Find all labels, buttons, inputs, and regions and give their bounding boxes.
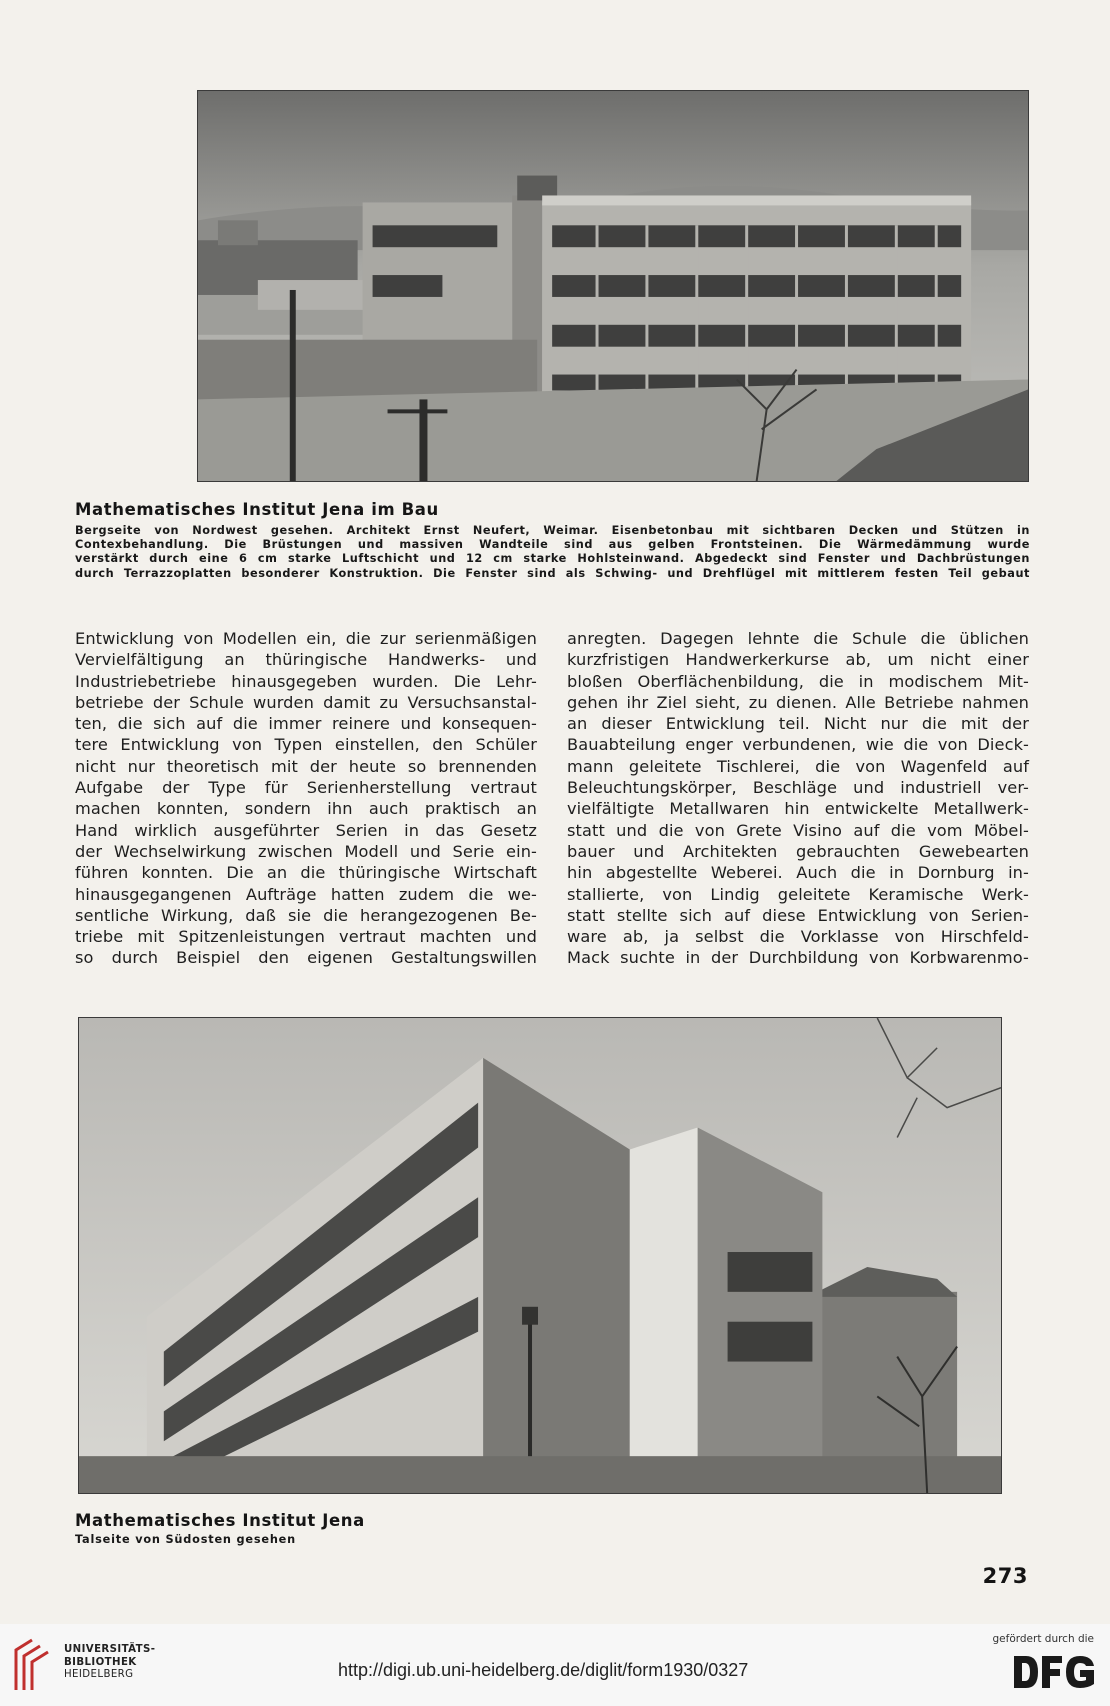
sponsor-label: gefördert durch die: [992, 1633, 1094, 1645]
text-line: statt stellte sich auf diese Entwicklung von Serien-: [567, 905, 1029, 925]
library-name: [64, 1644, 155, 1682]
photo2-caption-title: Mathematisches Institut Jena: [75, 1511, 365, 1530]
text-line: triebe mit Spitzenleistungen vertraut machten und: [75, 927, 537, 947]
text-line: nicht nur theoretisch mit der heute so brennenden: [75, 756, 537, 776]
caption-line: Bergseite von Nordwest gesehen. Architekt Ernst Neufert, Weimar. Eisenbetonbau mit sichtbaren Decken und Stützen in: [75, 524, 1030, 537]
text-line: Vervielfältigung an thüringische Handwerks- und: [75, 650, 537, 670]
library-name-line: UNIVERSITÄTS-: [64, 1644, 156, 1655]
caption-line: durch Terrazzoplatten besonderer Konstruktion. Die Fenster sind als Schwing- und Drehflügel mit mittlerem festen Teil gebaut: [75, 566, 1030, 580]
text-line: Industriebetriebe hinausgegeben wurden. Die Lehr-: [75, 671, 537, 691]
page-number: 273: [982, 1564, 1028, 1588]
caption-line: Contexbehandlung. Die Brüstungen und massiven Wandteile sind aus gelben Frontsteinen. Die Wärmedämmung wurde: [75, 538, 1030, 552]
text-line: sentliche Wirkung, daß sie die herangezogenen Be-: [75, 905, 537, 925]
photo-institute-under-construction: [197, 90, 1029, 482]
text-line: anregten. Dagegen lehnte die Schule die üblichen: [567, 629, 1029, 648]
text-line: bloßen Oberflächenbildung, die in modischem Mit-: [567, 671, 1029, 691]
text-line: der Wechselwirkung zwischen Modell und Serie ein-: [75, 841, 537, 861]
text-line: so durch Beispiel den eigenen Gestaltungswillen: [75, 948, 537, 968]
text-line: kurzfristigen Handwerkerkurse ab, um nicht einer: [567, 650, 1029, 670]
text-line: bauer und Architekten gebrauchten Gewebearten: [567, 841, 1029, 861]
text-line: stallierte, von Lindig geleitete Keramische Werk-: [567, 884, 1029, 904]
text-line: Hand wirklich ausgeführter Serien in das Gesetz: [75, 820, 537, 840]
text-line: hinausgegangenen Aufträge hatten zudem die we-: [75, 884, 537, 904]
photo-institute-southeast: [78, 1017, 1002, 1494]
text-line: führen konnten. Die an die thüringische Wirtschaft: [75, 863, 537, 883]
text-line: Bauabteilung enger verbundenen, wie die von Dieck-: [567, 735, 1029, 755]
text-line: Beleuchtungskörper, Beschläge und industriell ver-: [567, 778, 1029, 798]
text-line: vielfältigte Metallwaren hin entwickelte Metallwerk-: [567, 799, 1029, 819]
text-line: Mack suchte in der Durchbildung von Korbwarenmo-: [567, 948, 1029, 968]
text-line: tere Entwicklung von Typen einstellen, den Schüler: [75, 735, 537, 755]
text-line: ten, die sich auf die immer reinere und konsequen-: [75, 714, 537, 734]
text-line: mann geleitete Tischlerei, die von Wagenfeld auf: [567, 756, 1029, 776]
dfg-logo-icon: [1012, 1652, 1096, 1692]
text-line: Entwicklung von Modellen ein, die zur serienmäßigen: [75, 629, 537, 648]
text-line: ware ab, ja selbst die Vorklasse von Hirschfeld-: [567, 927, 1029, 947]
photo1-caption-title: Mathematisches Institut Jena im Bau: [75, 500, 439, 519]
text-line: an dieser Entwicklung teil. Nicht nur die mit der: [567, 714, 1029, 734]
text-column-right: [567, 628, 1029, 969]
text-line: Aufgabe der Type für Serienherstellung vertraut: [75, 778, 537, 798]
photo1-caption-body: [75, 524, 1030, 581]
photo2-caption-subtitle: Talseite von Südosten gesehen: [75, 1533, 296, 1546]
text-line: machen konnten, sondern ihn auch praktisch an: [75, 799, 537, 819]
text-column-left: [75, 628, 537, 969]
text-line: statt und die von Grete Visino auf die vom Möbel-: [567, 820, 1029, 840]
text-line: gehen ihr Ziel sieht, zu dienen. Alle Betriebe nahmen: [567, 692, 1029, 712]
library-name-line: HEIDELBERG: [64, 1669, 134, 1680]
text-line: betriebe der Schule wurden damit zu Versuchsanstal-: [75, 692, 537, 712]
ub-heidelberg-logo-icon: [10, 1636, 58, 1694]
text-line: hin abgestellte Weberei. Auch die in Dornburg in-: [567, 863, 1029, 883]
library-name-line: BIBLIOTHEK: [64, 1656, 137, 1668]
footer-bar: [0, 1624, 1110, 1706]
caption-line: verstärkt durch eine 6 cm starke Luftschicht und 12 cm starke Hohlsteinwand. Abgedeckt sind Fenster und Dachbrüstungen: [75, 552, 1030, 566]
source-url-link[interactable]: http://digi.ub.uni-heidelberg.de/diglit/form1930/0327: [338, 1660, 749, 1680]
